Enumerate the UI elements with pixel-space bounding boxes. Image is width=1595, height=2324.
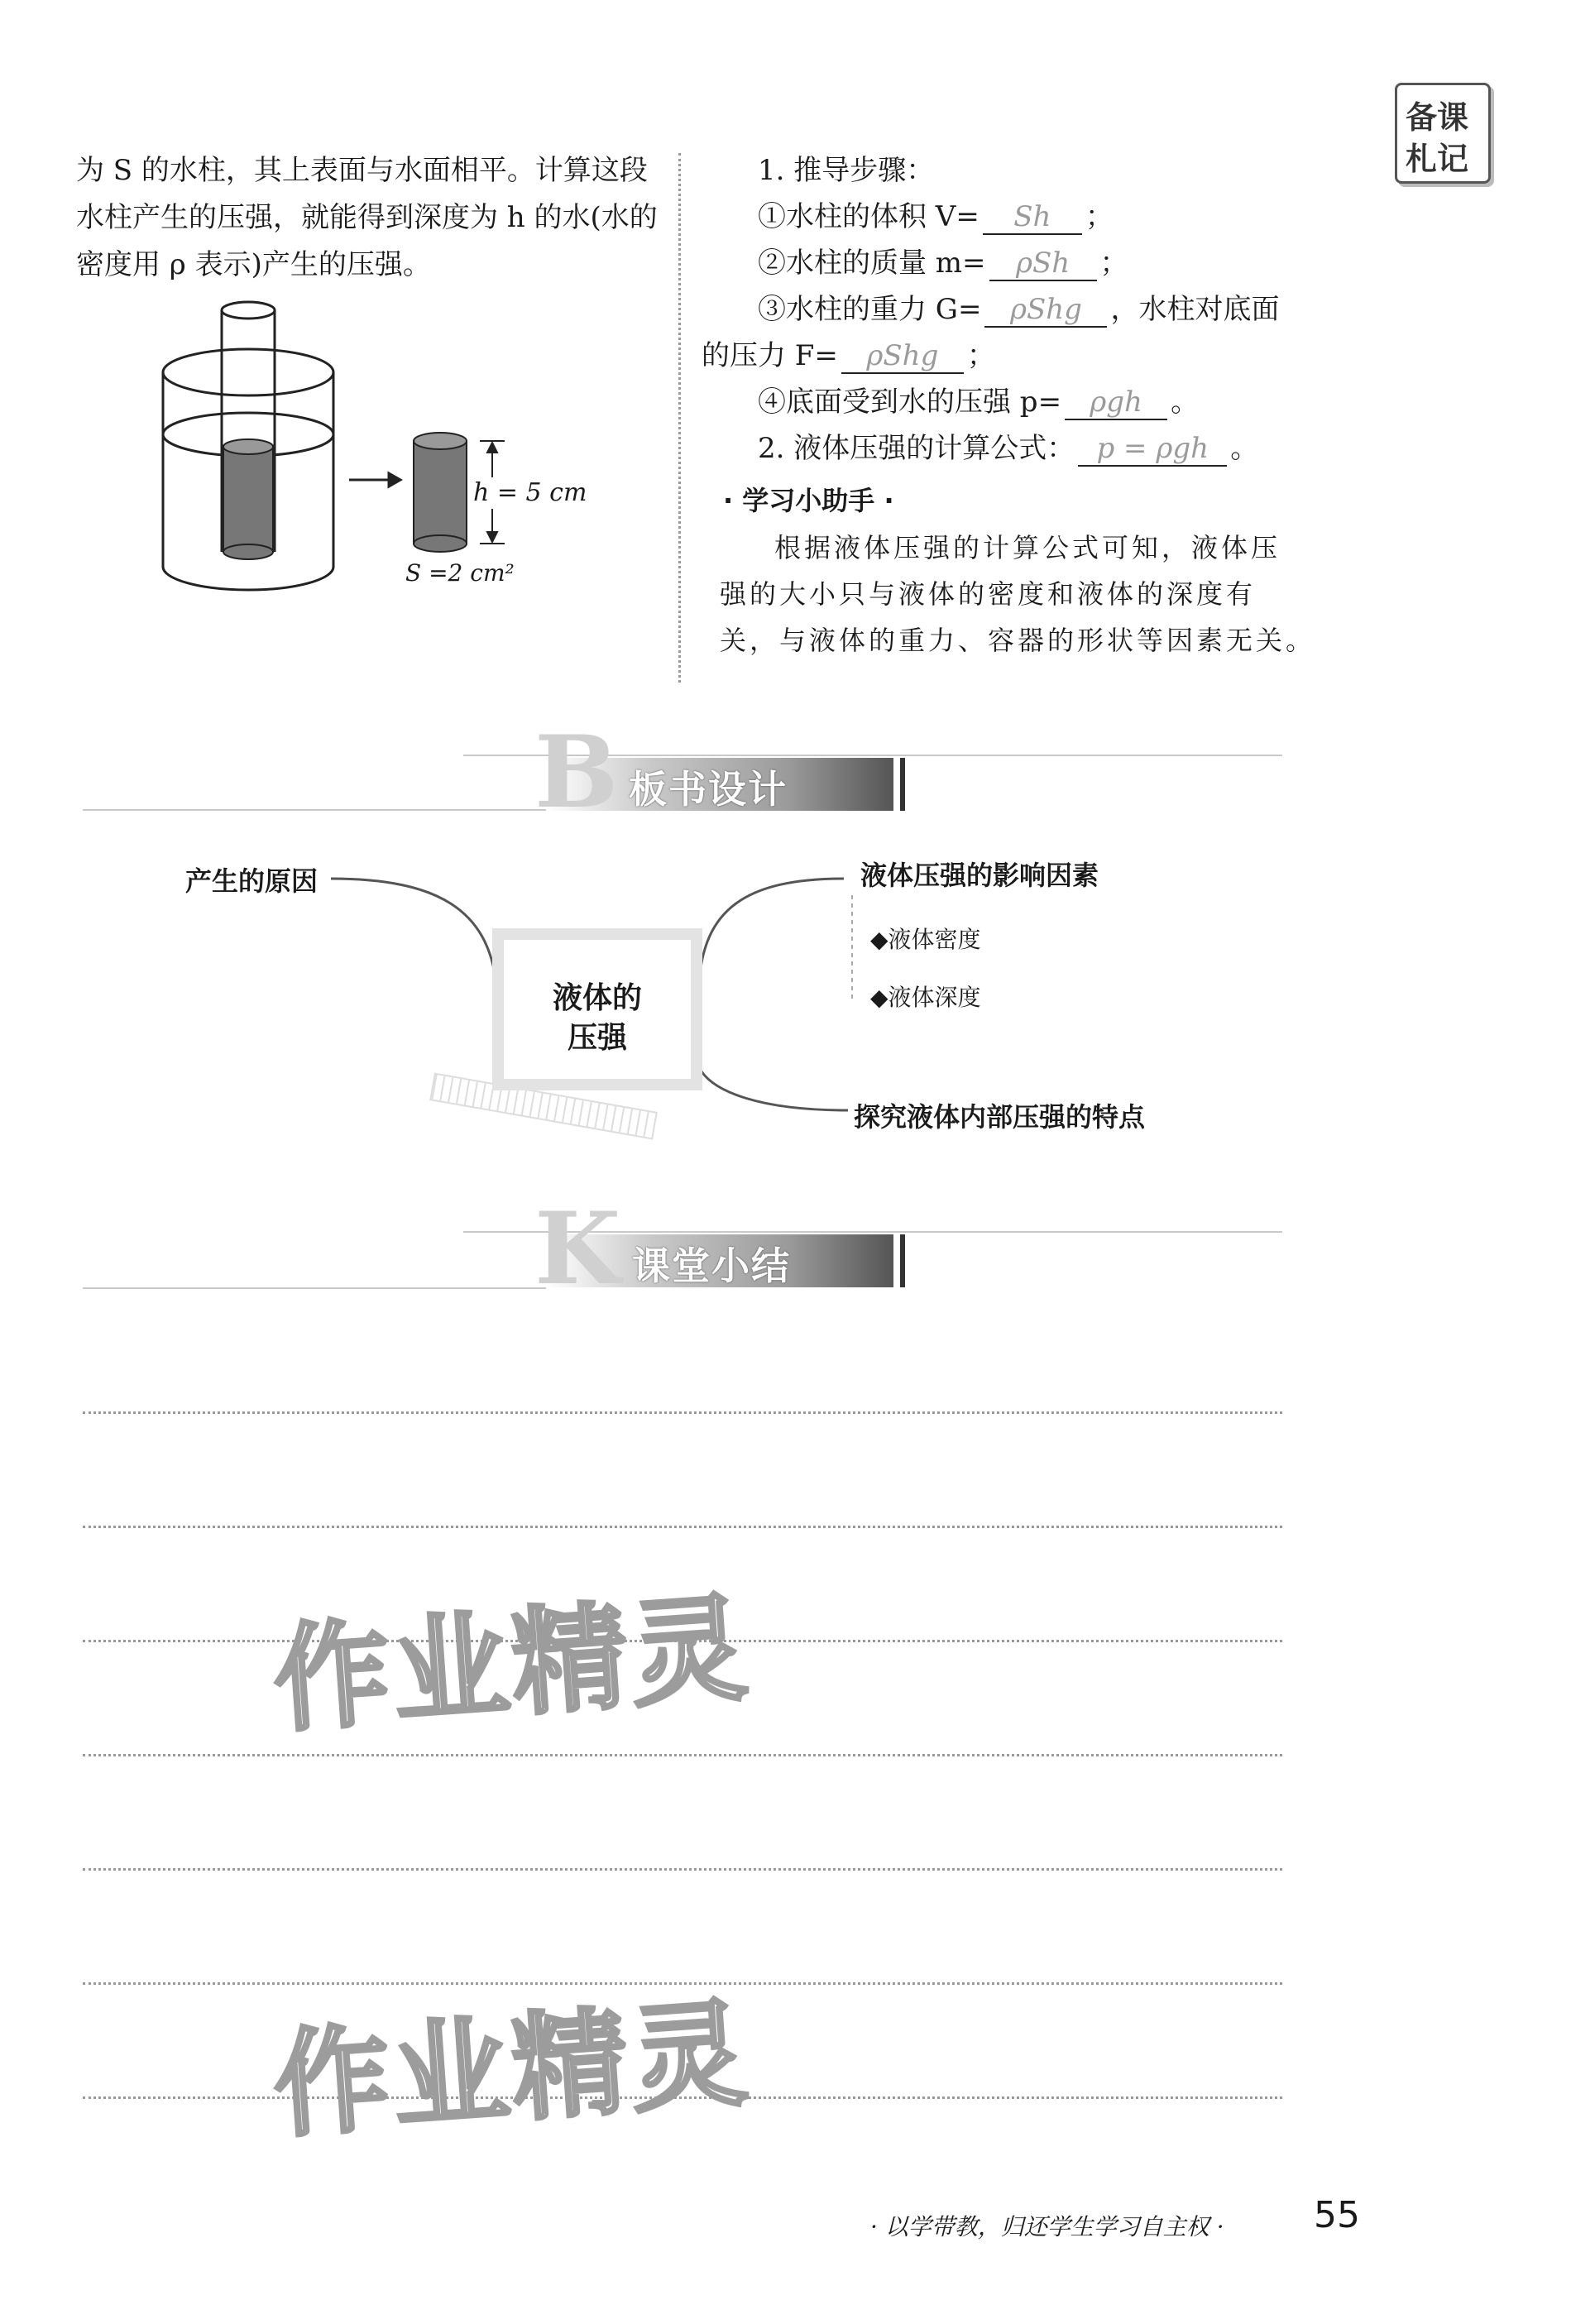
helper-line-1: 根据液体压强的计算公式可知，液体压 <box>774 532 1281 563</box>
center-label-line-1: 液体的 <box>552 981 642 1015</box>
answer-blank-force[interactable]: ρShg <box>841 339 964 374</box>
step-3: ③水柱的重力 G= ρShg ，水柱对底面 <box>758 293 1280 326</box>
writing-line-2[interactable] <box>83 1526 1282 1528</box>
page-number: 55 <box>1314 2194 1360 2236</box>
section-k-letter: K <box>534 1191 621 1307</box>
left-text-line-3: 密度用 ρ 表示)产生的压强。 <box>76 248 431 281</box>
step-2: ②水柱的质量 m= ρSh ； <box>758 247 1128 280</box>
helper-title: · 学习小助手 · <box>723 485 894 516</box>
water-column-figure <box>157 294 620 604</box>
answer-blank-pressure[interactable]: ρgh <box>1065 386 1167 420</box>
footer-slogan: · 以学带教，归还学生学习自主权 · <box>870 2213 1224 2240</box>
height-label: h = 5 cm <box>473 478 587 507</box>
area-label: S =2 cm² <box>405 559 515 587</box>
arrow-icon <box>349 473 400 486</box>
section-b-rule-bottom <box>83 809 546 811</box>
mindmap-center-node <box>492 928 702 1090</box>
section-k-rule-bottom <box>83 1287 546 1289</box>
corner-stamp-line-1: 备课 <box>1406 99 1469 136</box>
helper-line-3: 关，与液体的重力、容器的形状等因素无关。 <box>720 625 1316 656</box>
steps-title: 1. 推导步骤： <box>758 154 935 187</box>
formula-line: 2. 液体压强的计算公式： p = ρgh 。 <box>758 432 1259 465</box>
answer-blank-gravity[interactable]: ρShg <box>984 293 1107 328</box>
water-column-inside <box>223 439 273 559</box>
mindmap-node-cause: 产生的原因 <box>185 865 319 897</box>
section-b-title: 板书设计 <box>629 767 788 812</box>
helper-line-2: 强的大小只与液体的密度和液体的深度有 <box>720 578 1257 610</box>
answer-blank-formula[interactable]: p = ρgh <box>1078 432 1227 467</box>
watermark-1: 作业精灵 <box>269 1581 754 1749</box>
step-3b: 的压力 F= ρShg ； <box>702 339 995 372</box>
answer-blank-volume[interactable]: Sh <box>983 200 1082 235</box>
left-text-line-2: 水柱产生的压强，就能得到深度为 h 的水(水的 <box>76 201 658 234</box>
left-text-line-1: 为 S 的水柱，其上表面与水面相平。计算这段 <box>76 154 648 187</box>
step-1: ①水柱的体积 V= Sh ； <box>758 200 1114 233</box>
mindmap-node-explore: 探究液体内部压强的特点 <box>854 1101 1146 1133</box>
answer-blank-mass[interactable]: ρSh <box>989 247 1097 281</box>
extracted-column <box>414 433 467 552</box>
writing-line-1[interactable] <box>83 1411 1282 1414</box>
section-k-title: 课堂小结 <box>632 1243 791 1288</box>
corner-stamp <box>1395 83 1491 184</box>
mindmap-node-factors: 液体压强的影响因素 <box>860 860 1099 891</box>
writing-line-5[interactable] <box>83 1868 1282 1871</box>
mindmap-sub-depth: ◆液体深度 <box>870 984 981 1011</box>
section-b-letter: B <box>534 714 619 831</box>
column-divider <box>678 153 681 683</box>
mindmap-sub-density: ◆液体密度 <box>870 926 981 953</box>
corner-stamp-line-2: 札记 <box>1406 141 1469 177</box>
watermark-2: 作业精灵 <box>269 1986 754 2154</box>
center-label-line-2: 压强 <box>567 1021 627 1055</box>
writing-line-4[interactable] <box>83 1754 1282 1756</box>
step-4: ④底面受到水的压强 p= ρgh 。 <box>758 386 1200 419</box>
